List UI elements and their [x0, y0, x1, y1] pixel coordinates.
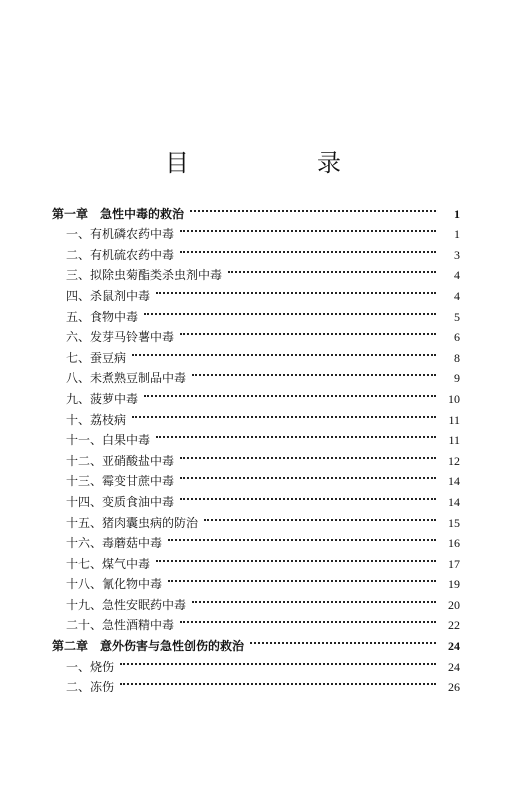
dot-leader — [180, 444, 436, 465]
dot-leader — [168, 527, 436, 548]
toc-page-number: 17 — [448, 556, 460, 571]
toc-entry-label: 十九、急性安眠药中毒 — [66, 597, 187, 612]
toc-entry-label: 三、拟除虫菊酯类杀虫剂中毒 — [66, 268, 223, 283]
toc-page-number: 26 — [448, 680, 460, 695]
toc-page-number: 14 — [448, 474, 460, 489]
toc-page-number: 1 — [454, 206, 460, 221]
dot-leader — [120, 650, 436, 671]
dot-leader — [228, 259, 436, 280]
toc-page-number: 4 — [454, 288, 460, 303]
toc-entry-label: 十三、霉变甘蔗中毒 — [66, 474, 175, 489]
toc-entry-label: 第二章 意外伤害与急性创伤的救治 — [52, 639, 245, 654]
toc-page-number: 6 — [454, 330, 460, 345]
dot-leader — [168, 568, 436, 589]
toc-entry-label: 十四、变质食油中毒 — [66, 494, 175, 509]
toc-page-number: 1 — [454, 227, 460, 242]
toc-entry-label: 一、烧伤 — [66, 659, 115, 674]
dot-leader — [180, 609, 436, 630]
toc-page-number: 24 — [448, 659, 460, 674]
toc-chapter-row — [52, 197, 460, 221]
dot-leader — [180, 218, 436, 239]
toc-entry-label: 十六、毒蘑菇中毒 — [66, 536, 163, 551]
dot-leader — [156, 547, 436, 568]
dot-leader — [156, 279, 436, 300]
toc-entry-label: 二十、急性酒精中毒 — [66, 618, 175, 633]
dot-leader — [132, 341, 436, 362]
dot-leader — [192, 588, 436, 609]
toc-page-number: 11 — [448, 412, 460, 427]
toc-page-number: 4 — [454, 268, 460, 283]
toc-page-number: 5 — [454, 309, 460, 324]
toc-entry-label: 十一、白果中毒 — [66, 433, 151, 448]
toc-page-number: 20 — [448, 597, 460, 612]
toc-entry-label: 八、未煮熟豆制品中毒 — [66, 371, 187, 386]
toc-page-number: 24 — [448, 639, 460, 654]
dot-leader — [250, 629, 436, 650]
toc-entry-label: 十八、氰化物中毒 — [66, 577, 163, 592]
toc-page-number: 12 — [448, 453, 460, 468]
toc-page-number: 16 — [448, 536, 460, 551]
toc-entry-label: 第一章 急性中毒的救治 — [52, 206, 185, 221]
toc-page-number: 15 — [448, 515, 460, 530]
toc-entry-label: 九、菠萝中毒 — [66, 391, 139, 406]
toc-entry-label: 四、杀鼠剂中毒 — [66, 288, 151, 303]
dot-leader — [180, 238, 436, 259]
page-title: 目 录 — [165, 149, 393, 177]
toc-entry-label: 二、有机硫农药中毒 — [66, 247, 175, 262]
dot-leader — [190, 197, 436, 218]
dot-leader — [156, 424, 436, 445]
dot-leader — [180, 321, 436, 342]
toc-entry-label: 二、冻伤 — [66, 680, 115, 695]
toc-entry-label: 一、有机磷农药中毒 — [66, 227, 175, 242]
toc-entry-label: 七、蚕豆病 — [66, 350, 127, 365]
toc-entry-label: 六、发芽马铃薯中毒 — [66, 330, 175, 345]
dot-leader — [192, 362, 436, 383]
toc-page-number: 9 — [454, 371, 460, 386]
dot-leader — [180, 465, 436, 486]
dot-leader — [180, 485, 436, 506]
dot-leader — [144, 300, 436, 321]
toc-page-number: 11 — [448, 433, 460, 448]
toc-page-number: 19 — [448, 577, 460, 592]
toc-entry-label: 十五、猪肉囊虫病的防治 — [66, 515, 199, 530]
dot-leader — [132, 403, 436, 424]
dot-leader — [120, 671, 436, 692]
toc-entry-label: 十二、亚硝酸盐中毒 — [66, 453, 175, 468]
toc-entry-label: 五、食物中毒 — [66, 309, 139, 324]
dot-leader — [204, 506, 436, 527]
toc-page-number: 14 — [448, 494, 460, 509]
toc-entry-label: 十七、煤气中毒 — [66, 556, 151, 571]
toc-page-number: 8 — [454, 350, 460, 365]
dot-leader — [144, 382, 436, 403]
toc-entry-label: 十、荔枝病 — [66, 412, 127, 427]
toc-page-number: 22 — [448, 618, 460, 633]
table-of-contents — [52, 197, 460, 695]
toc-page-number: 3 — [454, 247, 460, 262]
toc-page-number: 10 — [448, 391, 460, 406]
